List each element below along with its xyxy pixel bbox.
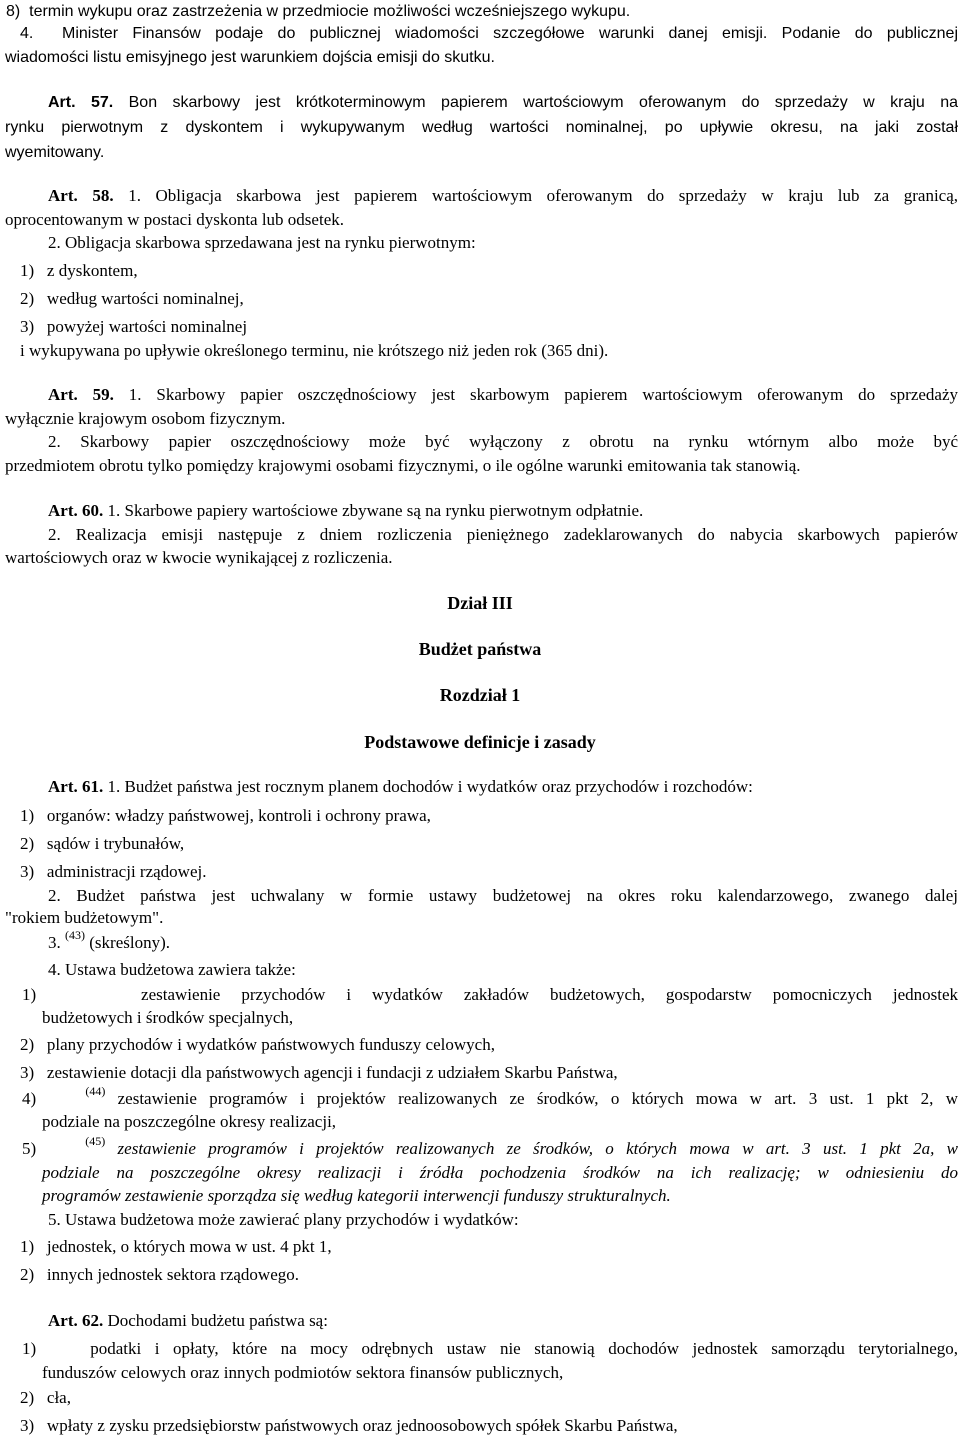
text-line: 1) zestawienie przychodów i wydatków zakładów budżetowych, gospodarstw pomocniczych jednostek: [22, 985, 958, 1004]
text-line: "rokiem budżetowym".: [5, 908, 164, 927]
text-line: Art. 57. Bon skarbowy jest krótkoterminowym papierem wartościowym oferowanym do sprzedaży w kraju na: [48, 94, 958, 111]
text-line: 2) plany przychodów i wydatków państwowych funduszy celowych,: [20, 1035, 495, 1054]
text-line: Art. 60. 1. Skarbowe papiery wartościowe zbywane są na rynku pierwotnym odpłatnie.: [48, 501, 644, 520]
text-line: wiadomości listu emisyjnego jest warunkiem dojścia emisji do skutku.: [5, 49, 495, 66]
text-line: 2) innych jednostek sektora rządowego.: [20, 1265, 299, 1284]
text-line: 2. Obligacja skarbowa sprzedawana jest na rynku pierwotnym:: [48, 233, 476, 252]
text-line: 2) sądów i trybunałów,: [20, 834, 185, 853]
text-line: oprocentowanym w postaci dyskonta lub odsetek.: [5, 210, 344, 229]
text-line: 1) organów: władzy państwowej, kontroli i ochrony prawa,: [20, 806, 431, 825]
text-line: i wykupywana po upływie określonego terminu, nie krótszego niż jeden rok (365 dni).: [20, 341, 609, 360]
text-line: wyemitowany.: [5, 144, 105, 161]
text-line: podziale na poszczególne okresy realizacji i źródła pochodzenia środków na ich realizację; w odniesieniu do: [42, 1163, 958, 1182]
text-line: 4) $^{(44)}$ zestawienie programów i projektów realizowanych ze środków, o których mowa w art. 3 ust. 1 pkt 2, w: [22, 1084, 959, 1108]
text-line: 2) cła,: [20, 1388, 71, 1407]
text-line: Art. 59. 1. Skarbowy papier oszczędnościowy jest skarbowym papierem wartościowym oferowanym do sprzedaży: [48, 385, 959, 404]
text-line: przedmiotem obrotu tylko pomiędzy krajowymi osobami fizycznymi, o ile ogólne warunki emitowania tak stanowią.: [5, 456, 801, 475]
text-line: wyłącznie krajowym osobom fizycznym.: [5, 409, 286, 428]
text-line: 3) administracji rządowej.: [20, 862, 207, 881]
text-line: 5) $^{(45)}$ zestawienie programów i projektów realizowanych ze środków, o których mowa w art. 3 ust. 1 pkt 2a, w: [22, 1134, 958, 1158]
text-line: 2) według wartości nominalnej,: [20, 289, 244, 308]
text-line: programów zestawienie sporządza się według kategorii interwencji funduszy strukturalnych.: [42, 1186, 671, 1205]
text-line: 1) jednostek, o których mowa w ust. 4 pkt 1,: [20, 1237, 332, 1256]
text-line: budżetowych i środków specjalnych,: [42, 1008, 294, 1027]
text-line: 3) powyżej wartości nominalnej: [20, 317, 248, 336]
section-heading: Dział III: [447, 593, 513, 613]
text-line: 8) termin wykupu oraz zastrzeżenia w przedmiocie możliwości wcześniejszego wykupu.: [6, 3, 631, 20]
text-line: Art. 62. Dochodami budżetu państwa są:: [48, 1311, 328, 1330]
text-line: funduszów celowych oraz innych podmiotów sektora finansów publicznych,: [42, 1363, 564, 1382]
text-line: podziale na poszczególne okresy realizacji,: [42, 1112, 337, 1131]
text-line: wartościowych oraz w kwocie wynikającej z rozliczenia.: [5, 548, 393, 567]
text-line: 3. $^{(43)}$ (skreślony).: [48, 928, 170, 952]
text-line: 3) zestawienie dotacji dla państwowych agencji i fundacji z udziałem Skarbu Państwa,: [20, 1063, 618, 1082]
section-heading: Rozdział 1: [439, 685, 521, 705]
text-line: 3) wpłaty z zysku przedsiębiorstw państwowych oraz jednoosobowych spółek Skarbu Państwa,: [20, 1416, 678, 1435]
text-line: Art. 61. 1. Budżet państwa jest rocznym planem dochodów i wydatków oraz przychodów i rozchodów:: [48, 777, 753, 796]
section-heading: Podstawowe definicje i zasady: [364, 732, 596, 752]
text-line: Art. 58. 1. Obligacja skarbowa jest papierem wartościowym oferowanym do sprzedaży w kraju lub za granicą,: [48, 186, 959, 205]
text-line: 1) podatki i opłaty, które na mocy odrębnych ustaw nie stanowią dochodów jednostek samorządu terytorialnego,: [22, 1339, 958, 1358]
text-line: 4. Ustawa budżetowa zawiera także:: [48, 960, 296, 979]
text-line: 2. Realizacja emisji następuje z dniem rozliczenia pieniężnego zadeklarowanych do nabycia skarbowych papierów: [48, 525, 958, 544]
text-line: 5. Ustawa budżetowa może zawierać plany przychodów i wydatków:: [48, 1210, 519, 1229]
text-line: 2. Budżet państwa jest uchwalany w formie ustawy budżetowej na okres roku kalendarzowego, zwanego dalej: [48, 886, 958, 905]
text-line: 4. Minister Finansów podaje do publicznej wiadomości szczegółowe warunki danej emisji. Podanie do publicznej: [20, 25, 958, 42]
section-heading: Budżet państwa: [418, 639, 542, 659]
text-line: rynku pierwotnym z dyskontem i wykupywanym według wartości nominalnej, po upływie okresu, na jaki został: [5, 119, 958, 136]
text-line: 2. Skarbowy papier oszczędnościowy może być wyłączony z obrotu na rynku wtórnym albo może być: [48, 432, 958, 451]
text-line: 1) z dyskontem,: [20, 261, 138, 280]
